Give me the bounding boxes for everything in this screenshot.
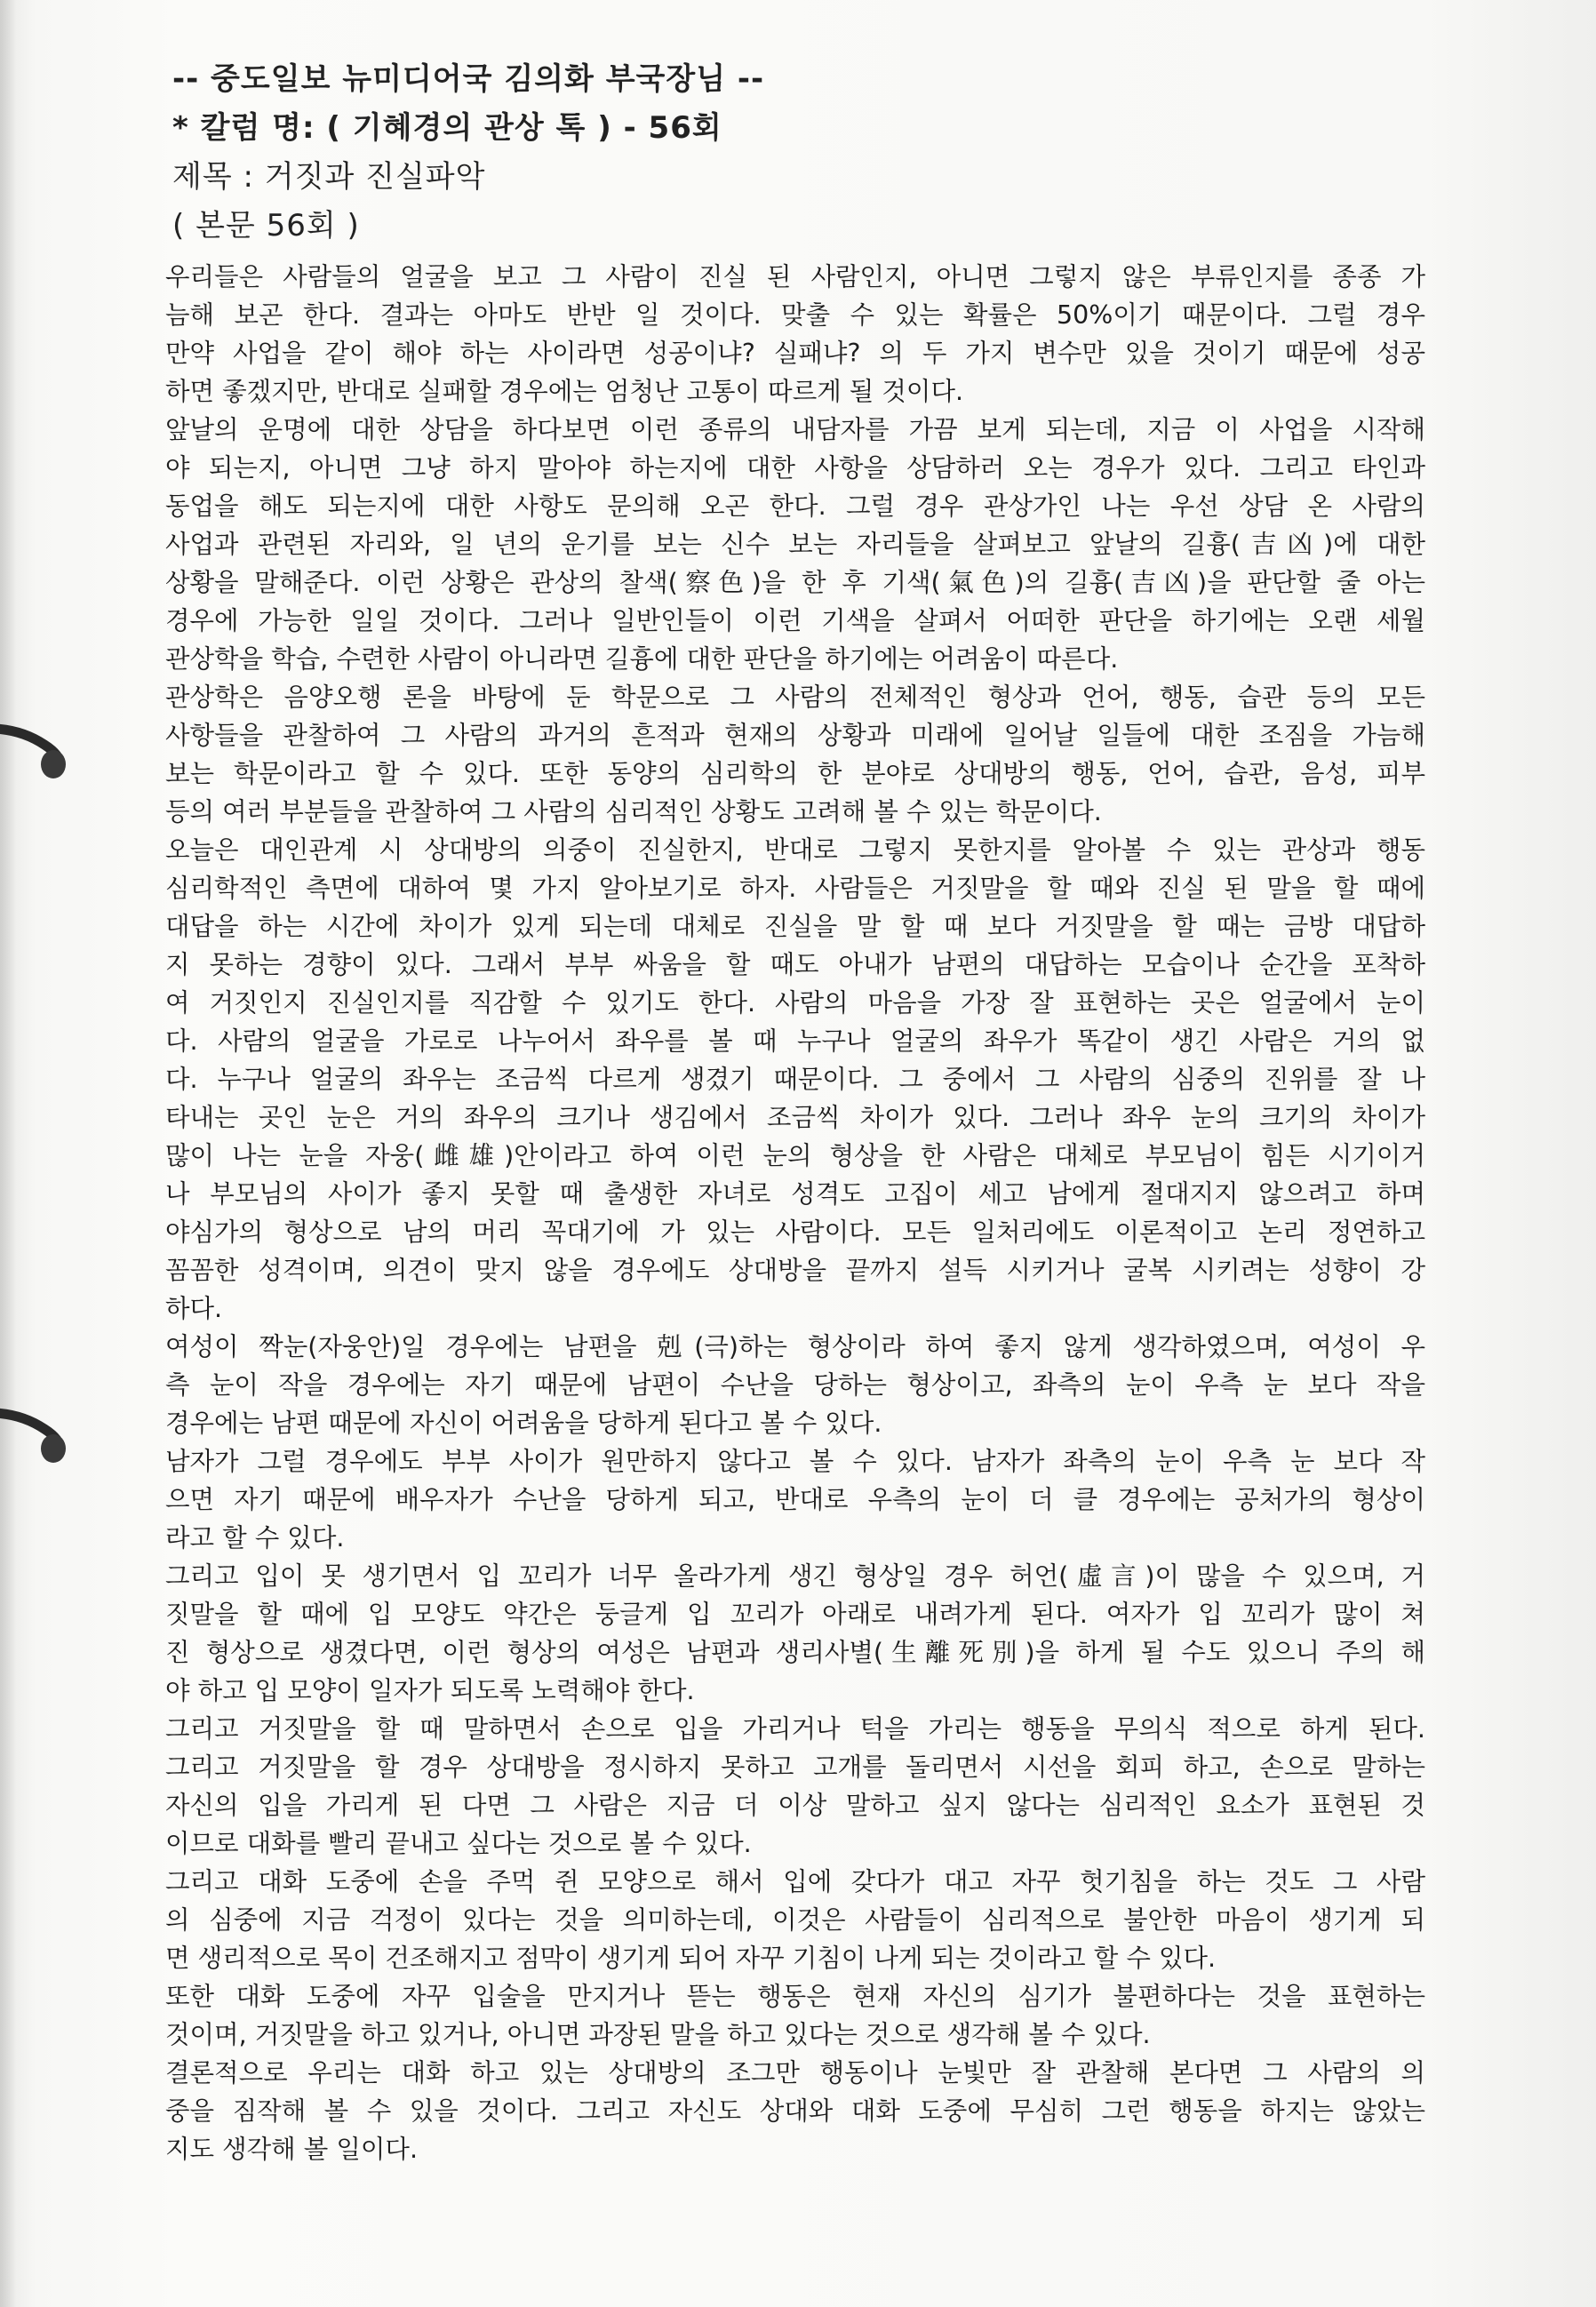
body-text-line: 남자가 그럴 경우에도 부부 사이가 원만하지 않다고 볼 수 있다. 남자가 좌측의 눈이 우측 눈 보다 작	[165, 1447, 1425, 1476]
article-body	[165, 258, 1425, 2168]
body-text-line: 오늘은 대인관계 시 상대방의 의중이 진실한지, 반대로 그렇지 못한지를 알아볼 수 있는 관상과 행동	[165, 835, 1425, 865]
body-text-line: 동업을 해도 되는지에 대한 사항도 문의해 오곤 한다. 그럴 경우 관상가인 나는 우선 상담 온 사람의	[165, 491, 1425, 521]
binder-ring-bottom	[0, 1395, 89, 1466]
body-text-line: 것이며, 거짓말을 하고 있거나, 아니면 과장된 말을 하고 있다는 것으로 생각해 볼 수 있다.	[165, 2020, 1151, 2049]
body-text-line: 그리고 거짓말을 할 때 말하면서 손으로 입을 가리거나 턱을 가리는 행동을 무의식 적으로 하게 된다.	[165, 1714, 1425, 1744]
body-text-line: 진 형상으로 생겼다면, 이런 형상의 여성은 남편과 생리사별(生離死別)을 하게 될 수도 있으니 주의 해	[165, 1638, 1425, 1667]
column-name: * 칼럼 명: ( 기혜경의 관상 톡 ) - 56회	[172, 110, 722, 146]
body-text-line: 하면 좋겠지만, 반대로 실패할 경우에는 엄청난 고통이 따르게 될 것이다.	[165, 377, 964, 406]
body-text-line: 그리고 거짓말을 할 경우 상대방을 정시하지 못하고 고개를 돌리면서 시선을 회피 하고, 손으로 말하는	[165, 1752, 1425, 1782]
body-text-line: 야 하고 입 모양이 일자가 되도록 노력해야 한다.	[165, 1676, 695, 1705]
body-text-line: 만약 사업을 같이 해야 하는 사이라면 성공이냐? 실패냐? 의 두 가지 변수만 있을 것이기 때문에 성공	[165, 339, 1425, 368]
body-text-line: 지 못하는 경향이 있다. 그래서 부부 싸움을 할 때도 아내가 남편의 대답하는 모습이나 순간을 포착하	[165, 950, 1425, 979]
body-text-line: 또한 대화 도중에 자꾸 입술을 만지거나 뜯는 행동은 현재 자신의 심기가 불편하다는 것을 표현하는	[165, 1982, 1425, 2011]
body-text-line: 많이 나는 눈을 자웅(雌雄)안이라고 하여 이런 눈의 형상을 한 사람은 대체로 부모님이 힘든 시기이거	[165, 1141, 1425, 1170]
body-text-line: 결론적으로 우리는 대화 하고 있는 상대방의 조그만 행동이나 눈빛만 잘 관찰해 본다면 그 사람의 의	[165, 2058, 1425, 2087]
body-text-line: 그리고 대화 도중에 손을 주먹 쥔 모양으로 해서 입에 갖다가 대고 자꾸 헛기침을 하는 것도 그 사람	[165, 1867, 1425, 1896]
body-text-line: 그리고 입이 못 생기면서 입 꼬리가 너무 올라가게 생긴 형상일 경우 허언(虛言)이 많을 수 있으며, 거	[165, 1561, 1425, 1591]
article-header	[172, 55, 1434, 251]
body-text-line: 상황을 말해준다. 이런 상황은 관상의 찰색(察色)을 한 후 기색(氣色)의 길흉(吉凶)을 판단할 줄 아는	[165, 568, 1425, 597]
body-text-line: 타내는 곳인 눈은 거의 좌우의 크기나 생김에서 조금씩 차이가 있다. 그러나 좌우 눈의 크기의 차이가	[165, 1103, 1425, 1132]
body-text-line: 다. 누구나 얼굴의 좌우는 조금씩 다르게 생겼기 때문이다. 그 중에서 그 사람의 심중의 진위를 잘 나	[165, 1065, 1425, 1094]
body-text-line: 관상학은 음양오행 론을 바탕에 둔 학문으로 그 사람의 전체적인 형상과 언어, 행동, 습관 등의 모든	[165, 683, 1425, 712]
body-text-line: 하다.	[165, 1294, 223, 1323]
body-text-line: 자신의 입을 가리게 된 다면 그 사람은 지금 더 이상 말하고 싶지 않다는 심리적인 요소가 표현된 것	[165, 1791, 1425, 1820]
byline: -- 중도일보 뉴미디어국 김의화 부국장님 --	[172, 61, 765, 97]
body-text-line: 면 생리적으로 목이 건조해지고 점막이 생기게 되어 자꾸 기침이 나게 되는 것이라고 할 수 있다.	[165, 1944, 1217, 1973]
body-text-line: 우리들은 사람들의 얼굴을 보고 그 사람이 진실 된 사람인지, 아니면 그렇지 않은 부류인지를 종종 가	[165, 262, 1425, 291]
body-text-line: 보는 학문이라고 할 수 있다. 또한 동양의 심리학의 한 분야로 상대방의 행동, 언어, 습관, 음성, 피부	[165, 759, 1425, 788]
body-text-line: 으면 자기 때문에 배우자가 수난을 당하게 되고, 반대로 우측의 눈이 더 클 경우에는 공처가의 형상이	[165, 1485, 1425, 1514]
body-text-line: 의 심중에 지금 걱정이 있다는 것을 의미하는데, 이것은 사람들이 심리적으로 불안한 마음이 생기게 되	[165, 1905, 1425, 1935]
article-title: 제목 : 거짓과 진실파악	[172, 159, 486, 195]
body-text-line: 경우에 가능한 일일 것이다. 그러나 일반인들이 이런 기색을 살펴서 어떠한 판단을 하기에는 오랜 세월	[165, 606, 1425, 635]
body-text-line: 늠해 보곤 한다. 결과는 아마도 반반 일 것이다. 맞출 수 있는 확률은 50%이기 때문이다. 그럴 경우	[165, 300, 1425, 330]
body-text-line: 야 되는지, 아니면 그냥 하지 말아야 하는지에 대한 사항을 상담하러 오는 경우가 있다. 그리고 타인과	[165, 453, 1425, 483]
body-text-line: 여 거짓인지 진실인지를 직감할 수 있기도 한다. 사람의 마음을 가장 잘 표현하는 곳은 얼굴에서 눈이	[165, 988, 1425, 1018]
body-text-line: 사업과 관련된 자리와, 일 년의 운기를 보는 신수 보는 자리들을 살펴보고 앞날의 길흉(吉凶)에 대한	[165, 530, 1425, 559]
body-text-line: 앞날의 운명에 대한 상담을 하다보면 이런 종류의 내담자를 가끔 보게 되는데, 지금 이 사업을 시작해	[165, 415, 1425, 444]
body-text-line: 꼼꼼한 성격이며, 의견이 맞지 않을 경우에도 상대방을 끝까지 설득 시키거나 굴복 시키려는 성향이 강	[165, 1256, 1425, 1285]
body-text-line: 다. 사람의 얼굴을 가로로 나누어서 좌우를 볼 때 누구나 얼굴의 좌우가 똑같이 생긴 사람은 거의 없	[165, 1026, 1425, 1056]
body-text-line: 경우에는 남편 때문에 자신이 어려움을 당하게 된다고 볼 수 있다.	[165, 1409, 882, 1438]
body-text-line: 라고 할 수 있다.	[165, 1523, 345, 1553]
body-text-line: 대답을 하는 시간에 차이가 있게 되는데 대체로 진실을 말 할 때 보다 거짓말을 할 때는 금방 대답하	[165, 912, 1425, 941]
page-edge-shadow	[0, 0, 16, 2307]
body-text-line: 지도 생각해 볼 일이다.	[165, 2135, 419, 2164]
binder-ring-top	[0, 711, 89, 782]
body-text-line: 심리학적인 측면에 대하여 몇 가지 알아보기로 하자. 사람들은 거짓말을 할 때와 진실 된 말을 할 때에	[165, 874, 1425, 903]
episode-label: ( 본문 56회 )	[172, 208, 360, 243]
body-text-line: 여성이 짝눈(자웅안)일 경우에는 남편을 剋(극)하는 형상이라 하여 좋지 않게 생각하였으며, 여성이 우	[165, 1332, 1425, 1361]
body-text-line: 나 부모님의 사이가 좋지 못할 때 출생한 자녀로 성격도 고집이 세고 남에게 절대지지 않으려고 하며	[165, 1179, 1425, 1209]
body-text-line: 이므로 대화를 빨리 끝내고 싶다는 것으로 볼 수 있다.	[165, 1829, 752, 1858]
body-text-line: 중을 짐작해 볼 수 있을 것이다. 그리고 자신도 상대와 대화 도중에 무심히 그런 행동을 하지는 않았는	[165, 2096, 1425, 2126]
body-text-line: 측 눈이 작을 경우에는 자기 때문에 남편이 수난을 당하는 형상이고, 좌측의 눈이 우측 눈 보다 작을	[165, 1370, 1425, 1400]
body-text-line: 야심가의 형상으로 남의 머리 꼭대기에 가 있는 사람이다. 모든 일처리에도 이론적이고 논리 정연하고	[165, 1217, 1425, 1247]
body-text-line: 관상학을 학습, 수련한 사람이 아니라면 길흉에 대한 판단을 하기에는 어려움이 따른다.	[165, 644, 1119, 674]
body-text-line: 등의 여러 부분들을 관찰하여 그 사람의 심리적인 상황도 고려해 볼 수 있는 학문이다.	[165, 797, 1102, 826]
body-text-line: 짓말을 할 때에 입 모양도 약간은 둥글게 입 꼬리가 아래로 내려가게 된다. 여자가 입 꼬리가 많이 쳐	[165, 1600, 1425, 1629]
body-text-line: 사항들을 관찰하여 그 사람의 과거의 흔적과 현재의 상황과 미래에 일어날 일들에 대한 조짐을 가늠해	[165, 721, 1425, 750]
